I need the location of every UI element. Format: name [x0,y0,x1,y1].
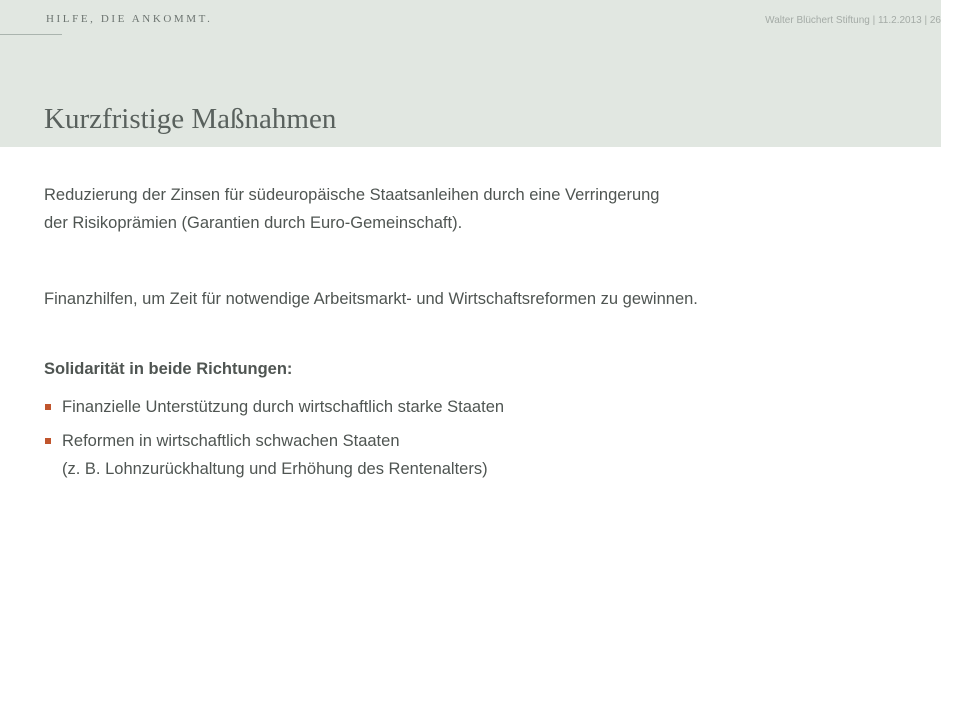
list-item-text: Reformen in wirtschaftlich schwachen Staaten [62,432,400,450]
list-item-subtext: (z. B. Lohnzurückhaltung und Erhöhung des Rentenalters) [62,460,488,478]
paragraph-financial-aid: Finanzhilfen, um Zeit für notwendige Arbeitsmarkt- und Wirtschaftsreformen zu gewinnen. [44,290,698,308]
slide-content [44,181,904,489]
solidarity-heading: Solidarität in beide Richtungen: [44,360,293,378]
paragraph-line: der Risikoprämien (Garantien durch Euro-Gemeinschaft). [44,214,463,232]
slide-meta: Walter Blüchert Stiftung | 11.2.2013 | 26 [765,15,941,26]
square-bullet-icon [45,438,51,444]
list-item [44,393,904,421]
square-bullet-icon [45,404,51,410]
brand-divider [0,34,62,35]
page-title: Kurzfristige Maßnahmen [44,103,337,135]
paragraph-interest-rates [44,181,904,237]
list-item-text: Finanzielle Unterstützung durch wirtschaftlich starke Staaten [62,398,505,416]
paragraph-line: Reduzierung der Zinsen für südeuropäische Staatsanleihen durch eine Verringerung [44,186,660,204]
brand-slogan: HILFE, DIE ANKOMMT. [46,13,213,25]
list-item [44,427,904,483]
